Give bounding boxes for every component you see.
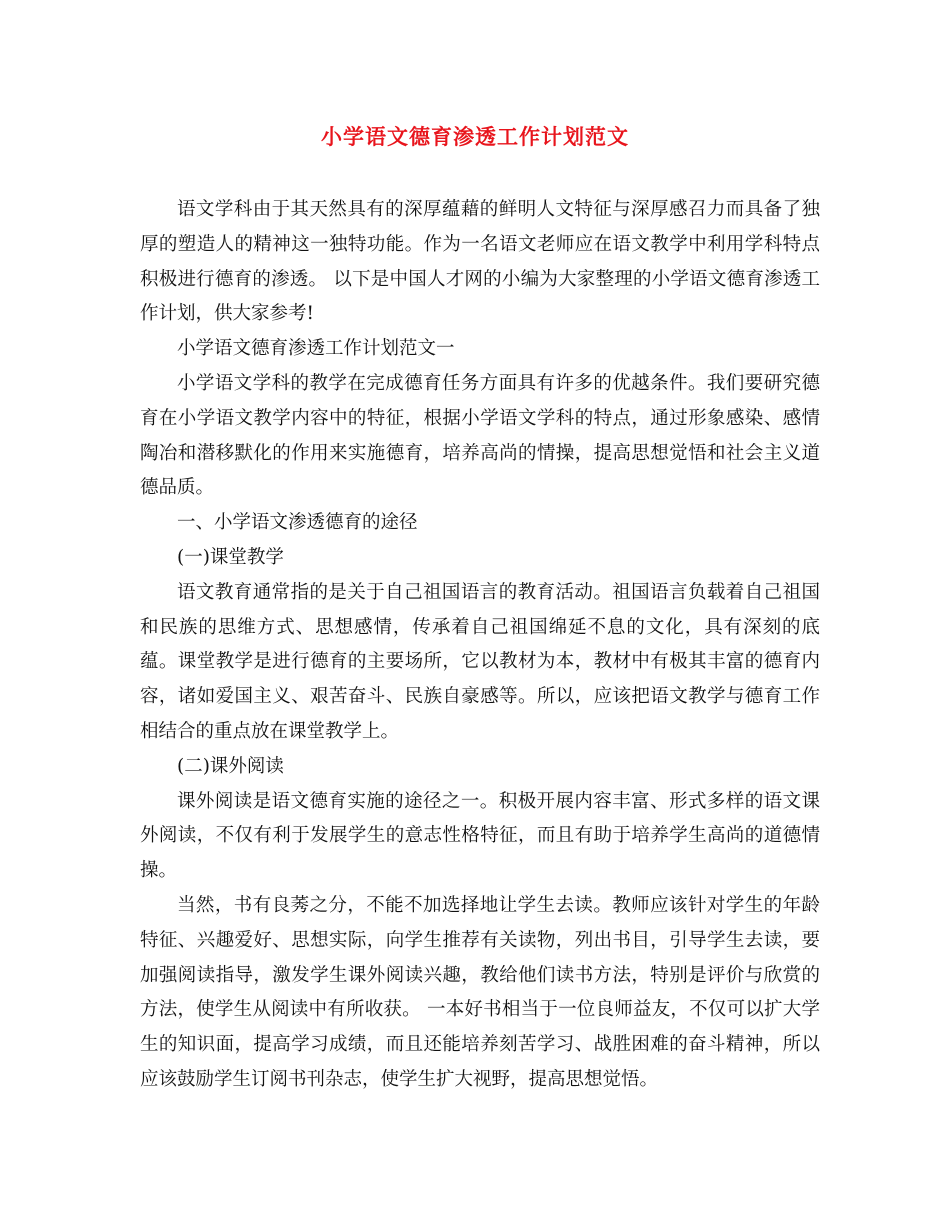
paragraph-classroom-teaching: 语文教育通常指的是关于自己祖国语言的教育活动。祖国语言负载着自己祖国和民族的思维方式、思想感情，传承着自己祖国绵延不息的文化，具有深刻的底蕴。课堂教学是进行德育的主要场所，它以教材为本，教材中有极其丰富的德育内容，诸如爱国主义、艰苦奋斗、民族自豪感等。所以，应该把语文教学与德育工作相结合的重点放在课堂教学上。 [140, 581, 820, 742]
paragraph-reading-guidance: 当然，书有良莠之分，不能不加选择地让学生去读。教师应该针对学生的年龄特征、兴趣爱好、思想实际，向学生推荐有关读物，列出书目，引导学生去读，要加强阅读指导，激发学生课外阅读兴趣，教给他们读书方法，特别是评价与欣赏的方法，使学生从阅读中有所收获。 一本好书相当于一位良师益友，不仅可以扩大学生的知识面，提高学习成绩，而且还能培养刻苦学习、战胜困难的奋斗精神，所以应该鼓励学生订阅书刊杂志，使学生扩大视野，提高思想觉悟。 [140, 894, 820, 1090]
subheading-extracurricular-reading: (二)课外阅读 [177, 755, 284, 777]
paragraph-intro: 语文学科由于其天然具有的深厚蕴藉的鲜明人文特征与深厚感召力而具备了独厚的塑造人的精神这一独特功能。作为一名语文老师应在语文教学中利用学科特点积极进行德育的渗透。 以下是中国人才网的小编为大家整理的小学语文德育渗透工作计划，供大家参考! [140, 199, 820, 325]
subheading-classroom-teaching: (一)课堂教学 [177, 546, 284, 568]
paragraph-overview: 小学语文学科的教学在完成德育任务方面具有许多的优越条件。我们要研究德育在小学语文教学内容中的特征，根据小学语文学科的特点，通过形象感染、感情陶冶和潜移默化的作用来实施德育，培养高尚的情操，提高思想觉悟和社会主义道德品质。 [140, 372, 820, 499]
paragraph-extracurricular-reading: 课外阅读是语文德育实施的途径之一。积极开展内容丰富、形式多样的语文课外阅读，不仅有利于发展学生的意志性格特征，而且有助于培养学生高尚的道德情操。 [140, 790, 820, 882]
document-title: 小学语文德育渗透工作计划范文 [321, 124, 629, 149]
section-heading-sample-one: 小学语文德育渗透工作计划范文一 [177, 338, 455, 360]
document-body [140, 193, 820, 1098]
section-heading-ways: 一、小学语文渗透德育的途径 [177, 512, 418, 534]
